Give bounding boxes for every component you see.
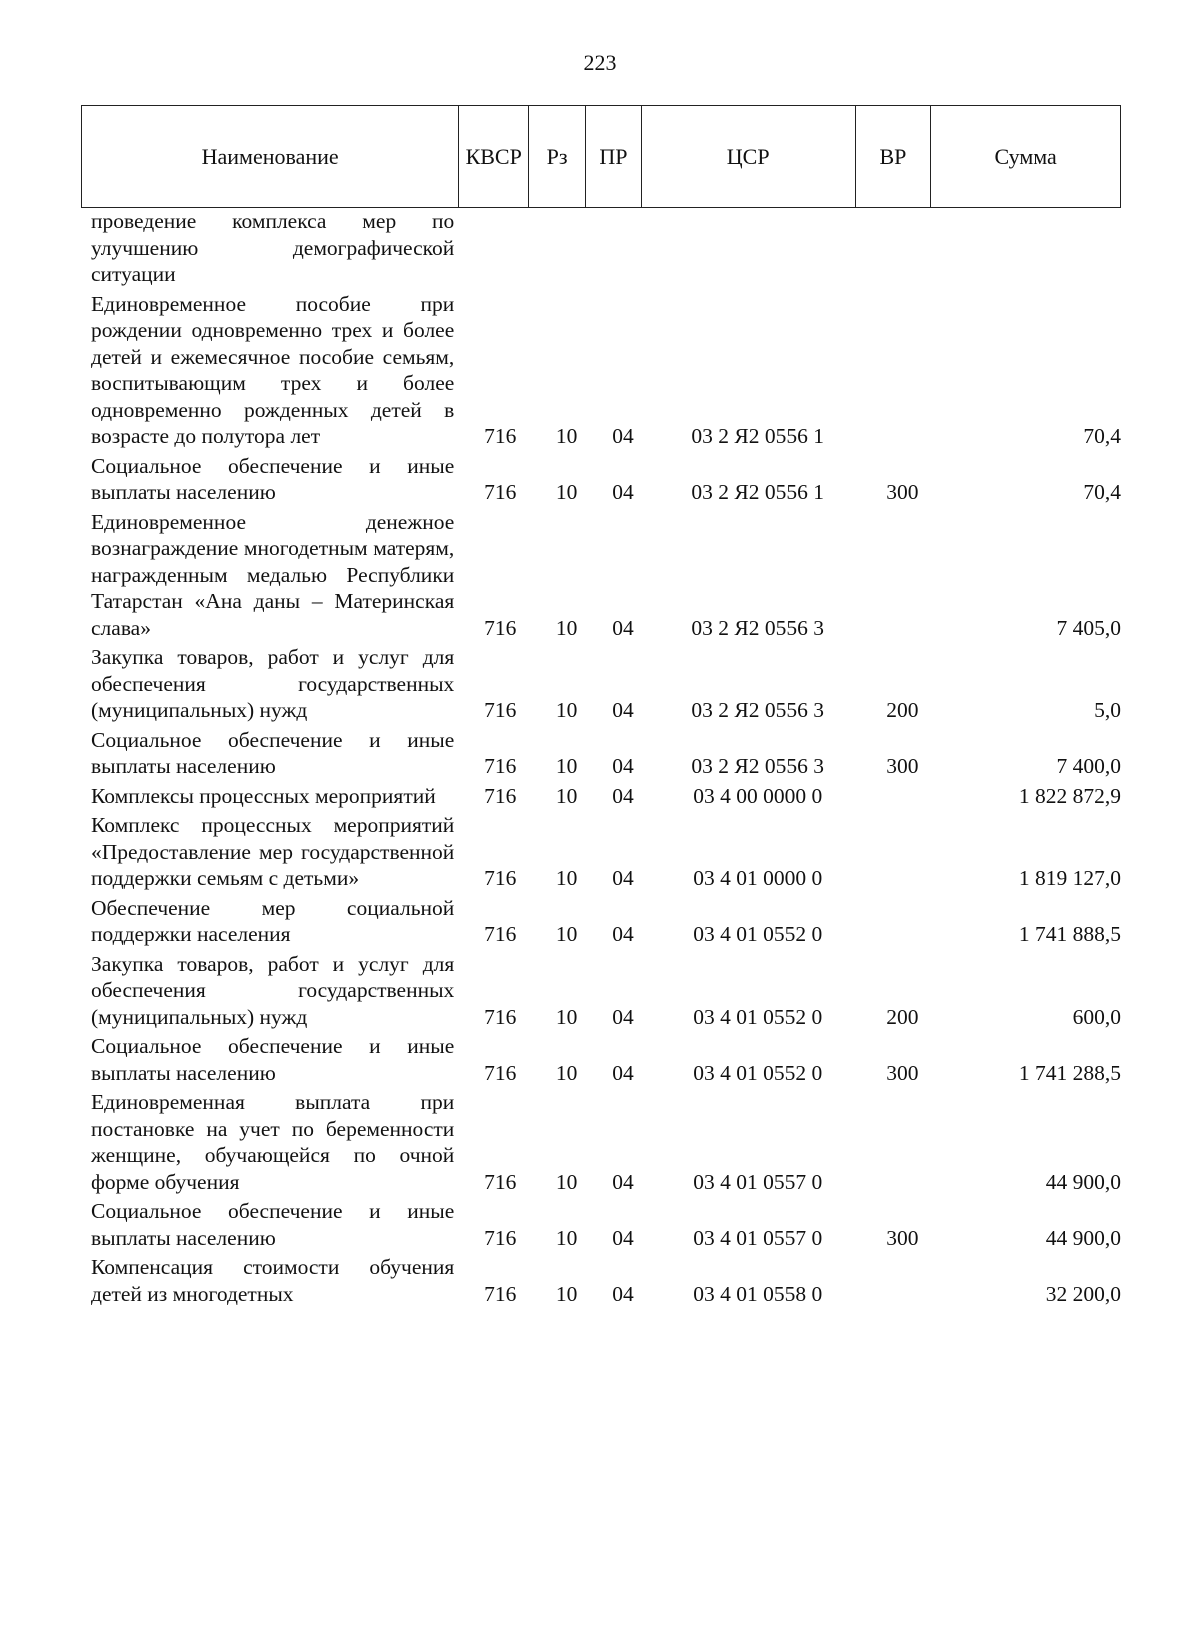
cell-rz: 10 — [555, 698, 578, 722]
cell-vr: 300 — [886, 754, 919, 778]
cell-sum: 70,4 — [1083, 480, 1121, 504]
cell-pr: 04 — [612, 754, 634, 778]
cell-rz: 10 — [555, 866, 578, 890]
cell-name: Комплексы процессных мероприятий — [91, 783, 436, 808]
cell-pr: 04 — [612, 424, 634, 448]
cell-name: Социальное обеспечение и иные выплаты населению — [91, 453, 455, 504]
cell-csr: 03 4 01 0558 0 — [693, 1281, 823, 1306]
cell-kvsr: 716 — [484, 1281, 517, 1306]
cell-name: Единовременная выплата при постановке на учет по беременности женщине, обучающейся по очной форме обучения — [91, 1090, 455, 1194]
cell-name: Закупка товаров, работ и услуг для обеспечения государственных (муниципальных) нужд — [91, 951, 455, 1029]
cell-csr: 03 4 01 0552 0 — [693, 922, 823, 946]
cell-csr: 03 2 Я2 0556 1 — [691, 480, 824, 504]
cell-rz: 10 — [555, 783, 578, 808]
table-row — [81, 1254, 1121, 1307]
cell-csr: 03 2 Я2 0556 3 — [691, 615, 824, 640]
table-body — [81, 208, 1121, 1310]
table-row — [81, 895, 1121, 948]
cell-name: Социальное обеспечение и иные выплаты населению — [91, 727, 455, 778]
cell-sum: 1 741 888,5 — [1018, 922, 1121, 946]
cell-csr: 03 4 01 0557 0 — [693, 1225, 823, 1250]
cell-pr: 04 — [612, 1281, 634, 1306]
cell-csr: 03 4 01 0552 0 — [693, 1060, 823, 1085]
table-row — [81, 453, 1121, 506]
cell-kvsr: 716 — [484, 866, 517, 890]
cell-rz: 10 — [555, 1225, 578, 1250]
cell-name: Единовременное денежное вознаграждение многодетным матерям, награжденным медалью Республики Татарстан «Ана даны – Материнская слава» — [91, 509, 455, 640]
column-header-pr: ПР — [586, 106, 642, 207]
cell-sum: 600,0 — [1072, 1004, 1121, 1029]
table-row — [81, 1033, 1121, 1086]
cell-sum: 1 819 127,0 — [1018, 866, 1121, 890]
table-row — [81, 783, 1121, 810]
column-header-vr: ВР — [856, 106, 932, 207]
cell-kvsr: 716 — [484, 424, 517, 448]
cell-name: Компенсация стоимости обучения детей из многодетных — [91, 1255, 455, 1306]
cell-pr: 04 — [612, 698, 634, 722]
page-number: 223 — [583, 50, 617, 75]
cell-pr: 04 — [612, 866, 634, 890]
cell-pr: 04 — [612, 1225, 634, 1250]
cell-rz: 10 — [555, 1004, 578, 1029]
table-row — [81, 951, 1121, 1031]
cell-name: Комплекс процессных мероприятий «Предоставление мер государственной поддержки семьям с детьми» — [91, 813, 455, 890]
cell-name: Единовременное пособие при рождении одновременно трех и более детей и ежемесячное пособие семьям, воспитывающим трех и более одновременно рожденных детей в возрасте до полутора лет — [91, 291, 455, 448]
cell-rz: 10 — [555, 424, 578, 448]
cell-kvsr: 716 — [484, 1060, 517, 1085]
cell-csr: 03 4 00 0000 0 — [693, 783, 823, 808]
column-header-kvsr: КВСР — [459, 106, 529, 207]
cell-pr: 04 — [612, 615, 634, 640]
cell-rz: 10 — [555, 922, 578, 946]
cell-vr: 300 — [886, 1060, 919, 1085]
cell-sum: 5,0 — [1094, 698, 1121, 722]
cell-sum: 70,4 — [1083, 424, 1121, 448]
cell-rz: 10 — [555, 615, 578, 640]
table-row — [81, 727, 1121, 780]
cell-vr: 300 — [886, 1225, 919, 1250]
cell-vr: 200 — [886, 698, 919, 722]
cell-name: Социальное обеспечение и иные выплаты населению — [91, 1034, 455, 1085]
cell-rz: 10 — [555, 1281, 578, 1306]
cell-pr: 04 — [612, 922, 634, 946]
table-row — [81, 644, 1121, 724]
cell-rz: 10 — [555, 754, 578, 778]
table-row — [81, 1089, 1121, 1195]
table-row — [81, 812, 1121, 892]
cell-sum: 7 400,0 — [1056, 754, 1121, 778]
table-row — [81, 291, 1121, 450]
cell-csr: 03 4 01 0000 0 — [693, 866, 823, 890]
cell-pr: 04 — [612, 480, 634, 504]
cell-name: Социальное обеспечение и иные выплаты населению — [91, 1199, 455, 1250]
cell-name: Обеспечение мер социальной поддержки населения — [91, 895, 455, 946]
cell-vr: 300 — [886, 480, 919, 504]
cell-sum: 44 900,0 — [1045, 1225, 1121, 1250]
cell-kvsr: 716 — [484, 783, 517, 808]
cell-kvsr: 716 — [484, 1169, 517, 1194]
column-header-sum: Сумма — [994, 143, 1057, 169]
cell-vr: 200 — [886, 1004, 919, 1029]
cell-sum: 7 405,0 — [1056, 615, 1121, 640]
column-header-csr: ЦСР — [642, 106, 856, 207]
cell-name: Закупка товаров, работ и услуг для обеспечения государственных (муниципальных) нужд — [91, 645, 455, 722]
table-row — [81, 509, 1121, 642]
column-header-name: Наименование — [82, 106, 459, 207]
cell-csr: 03 2 Я2 0556 1 — [691, 424, 824, 448]
cell-sum: 44 900,0 — [1045, 1169, 1121, 1194]
cell-pr: 04 — [612, 1169, 634, 1194]
cell-rz: 10 — [555, 480, 578, 504]
cell-csr: 03 4 01 0552 0 — [693, 1004, 823, 1029]
cell-csr: 03 2 Я2 0556 3 — [691, 754, 824, 778]
cell-pr: 04 — [612, 1060, 634, 1085]
cell-kvsr: 716 — [484, 615, 517, 640]
table-row — [81, 1198, 1121, 1251]
cell-rz: 10 — [555, 1169, 578, 1194]
cell-kvsr: 716 — [484, 1004, 517, 1029]
cell-sum: 32 200,0 — [1045, 1281, 1121, 1306]
cell-rz: 10 — [555, 1060, 578, 1085]
cell-kvsr: 716 — [484, 698, 517, 722]
cell-pr: 04 — [612, 1004, 634, 1029]
cell-kvsr: 716 — [484, 754, 517, 778]
table-header — [81, 105, 1121, 208]
table-row — [81, 208, 1121, 288]
cell-csr: 03 4 01 0557 0 — [693, 1169, 823, 1194]
cell-kvsr: 716 — [484, 480, 517, 504]
cell-kvsr: 716 — [484, 1225, 517, 1250]
cell-name: проведение комплекса мер по улучшению демографической ситуации — [91, 209, 455, 286]
cell-kvsr: 716 — [484, 922, 517, 946]
cell-csr: 03 2 Я2 0556 3 — [691, 698, 824, 722]
cell-pr: 04 — [612, 783, 634, 808]
cell-sum: 1 741 288,5 — [1018, 1060, 1121, 1085]
cell-sum: 1 822 872,9 — [1018, 783, 1121, 808]
column-header-rz: Рз — [529, 106, 586, 207]
